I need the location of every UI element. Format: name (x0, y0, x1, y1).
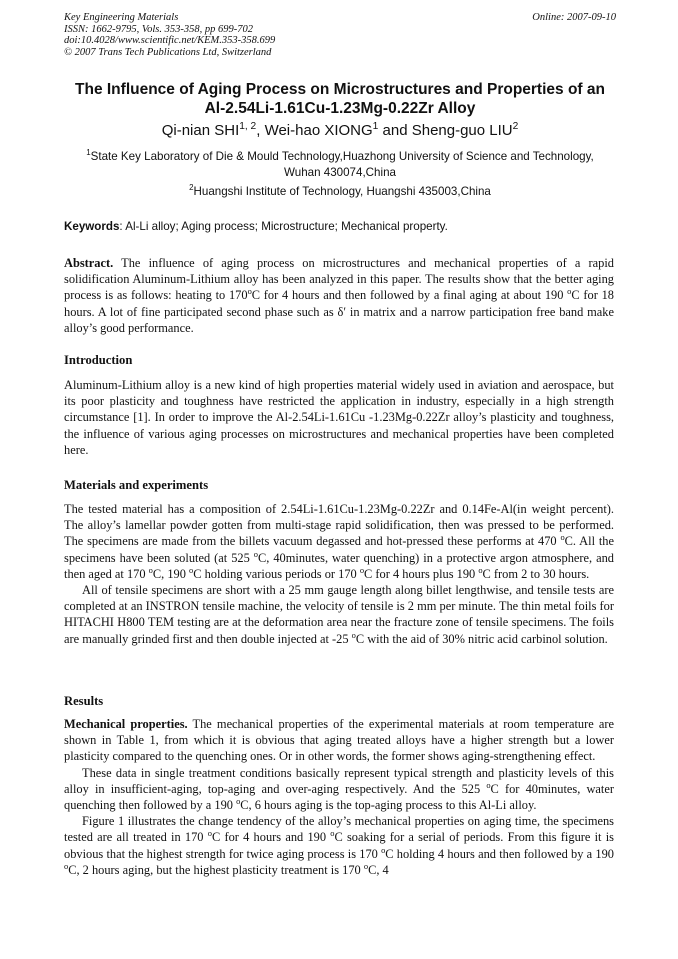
degree-sign: o (330, 828, 335, 839)
text-run: C from 2 to 30 hours. (482, 566, 590, 581)
author-3: Sheng-guo LIU (411, 122, 513, 139)
subsection-label: Mechanical properties. (64, 717, 188, 731)
text-run: C, 40minutes, water quenching) in a protective argon atmosphere, and then aged at 170 (64, 550, 614, 581)
degree-sign: o (148, 564, 153, 575)
text-run: C, 4 (368, 862, 389, 877)
author-separator: and (378, 122, 412, 139)
affiliation-text: Huangshi Institute of Technology, Huangshi 435003,China (193, 185, 491, 198)
text-run: All of tensile specimens are short with a 25 mm gauge length along billet lengthwise, and tensile tests are completed at an INSTRON tensile machine, the velocity of tensile is 2 mm per minute. The thin metal foils for HITACHI H800 TEM testing are at the deformation area near the fracture zone of tensile specimens. The foils are manually grinded first and then double injected at -25 (64, 583, 614, 646)
results-paragraph-1 (64, 716, 614, 765)
materials-text (64, 501, 614, 647)
affiliation-2 (80, 184, 600, 200)
title-line-1: The Influence of Aging Process on Microstructures and Properties of an (75, 81, 605, 98)
degree-sign: o (236, 795, 241, 806)
copyright-line: © 2007 Trans Tech Publications Ltd, Switzerland (64, 46, 272, 58)
materials-paragraph-2 (64, 582, 614, 647)
text-run: C with the aid of 30% nitric acid carbinol solution. (355, 631, 608, 646)
introduction-paragraph: Aluminum-Lithium alloy is a new kind of high properties material widely used in aviation and aerospace, but its poor plasticity and toughness have restricted the application in industry, especially in a high strength circumstance [1]. In order to improve the Al-2.54Li-1.61Cu -1.23Mg-0.22Zr alloy’s plasticity and toughness, the influence of various aging processes on microstructures and mechanical properties have been completed here. (64, 378, 614, 457)
degree-sign: o (363, 860, 369, 871)
degree-sign: o (560, 532, 565, 543)
affiliation-number: 2 (189, 183, 194, 193)
text-run: C for 4 hours plus 190 (364, 566, 479, 581)
author-list (60, 122, 620, 140)
title-line-2: Al-2.54Li-1.61Cu-1.23Mg-0.22Zr Alloy (204, 100, 476, 117)
degree-sign: o (189, 564, 194, 575)
keywords (64, 219, 616, 235)
degree-sign: o (567, 286, 572, 297)
abstract-text: C for 18 hours. A lot of fine participated second phase such as δ′ in matrix and a narrow participation free band make alloy’s good performance. (64, 288, 614, 335)
abstract-text: C for 4 hours and then followed by a final aging at about 190 (251, 288, 568, 303)
author-1-affil: 1, 2 (239, 121, 257, 132)
abstract-label: Abstract. (64, 256, 114, 270)
affiliation-1 (80, 149, 600, 181)
results-text (64, 716, 614, 878)
degree-sign: o (359, 564, 365, 575)
author-separator: , (256, 122, 265, 139)
author-2-affil: 1 (372, 121, 379, 132)
degree-sign: o (247, 286, 252, 297)
issn-line: ISSN: 1662-9795, Vols. 353-358, pp 699-702 (64, 23, 253, 35)
degree-sign: o (381, 844, 386, 855)
text-run: C soaking for a serial of periods. From this figure it is obvious that the highest strength for twice aging process is 170 (64, 830, 614, 861)
text-run: C, 2 hours aging, but the highest plasticity treatment is 170 (68, 862, 364, 877)
text-run: The mechanical properties of the experimental materials at room temperature are shown in Table 1, from which it is obvious that aging treated alloys have a higher strength but a lower plasticity compared to the quenching ones. Or in other words, the former shows aging-strengthening effect. (64, 717, 614, 764)
section-heading-results: Results (64, 694, 104, 708)
section-heading-materials: Materials and experiments (64, 478, 209, 492)
author-3-affil: 2 (512, 121, 519, 132)
text-run: C, 6 hours aging is the top-aging process to this Al-Li alloy. (240, 798, 537, 813)
keywords-text: : Al-Li alloy; Aging process; Microstructure; Mechanical property. (119, 220, 448, 233)
paper-title (60, 80, 620, 118)
degree-sign: o (486, 779, 491, 790)
results-paragraph-3 (64, 813, 614, 878)
section-heading-introduction: Introduction (64, 353, 133, 367)
text-run: C holding 4 hours and then followed by a 190 (385, 846, 615, 861)
materials-paragraph-1 (64, 501, 614, 582)
text-run: C, 190 (152, 566, 190, 581)
degree-sign: o (351, 629, 356, 640)
affiliation-text: State Key Laboratory of Die & Mould Technology,Huazhong University of Science and Technology, Wuhan 430074,China (90, 150, 594, 179)
degree-sign: o (253, 548, 258, 559)
text-run: C holding various periods or 170 (193, 566, 360, 581)
keywords-label: Keywords (64, 220, 120, 233)
author-2: Wei-hao XIONG (264, 122, 373, 139)
introduction-text (64, 377, 614, 458)
text-run: The tested material has a composition of 2.54Li-1.61Cu-1.23Mg-0.22Zr and 0.14Fe-Al(in weight percent). The alloy’s lamellar powder gotten from multi-stage rapid solidification, then was pressed to be performed. The specimens are made from the billets vacuum degassed and hot-pressed these performs at 470 (64, 502, 614, 549)
author-1: Qi-nian SHI (161, 122, 240, 139)
text-run: C for 40minutes, water quenching then followed by a 190 (64, 781, 614, 813)
degree-sign: o (64, 860, 69, 871)
degree-sign: o (207, 828, 212, 839)
text-run: C. All the specimens have been soluted (at 525 (64, 534, 614, 565)
online-date: Online: 2007-09-10 (532, 12, 616, 23)
journal-header (64, 12, 616, 58)
results-paragraph-2 (64, 765, 614, 814)
abstract-text: The influence of aging process on microstructures and mechanical properties of a rapid solidification Aluminum-Lithium alloy has been analyzed in this paper. The results show that the better aging process is as follows: heating to 170 (64, 256, 614, 303)
text-run: These data in single treatment conditions basically represent typical strength and plasticity levels of this alloy in insufficient-aging, top-aging and over-aging respectively. And the 525 (64, 765, 614, 796)
journal-name: Key Engineering Materials (64, 12, 179, 23)
text-run: Figure 1 illustrates the change tendency of the alloy’s mechanical properties on aging time, the specimens tested are all treated in 170 (64, 814, 614, 845)
doi-line: doi:10.4028/www.scientific.net/KEM.353-358.699 (64, 35, 276, 46)
degree-sign: o (478, 564, 483, 575)
text-run: C for 4 hours and 190 (211, 830, 331, 845)
abstract (64, 255, 614, 336)
affiliation-number: 1 (86, 148, 91, 158)
